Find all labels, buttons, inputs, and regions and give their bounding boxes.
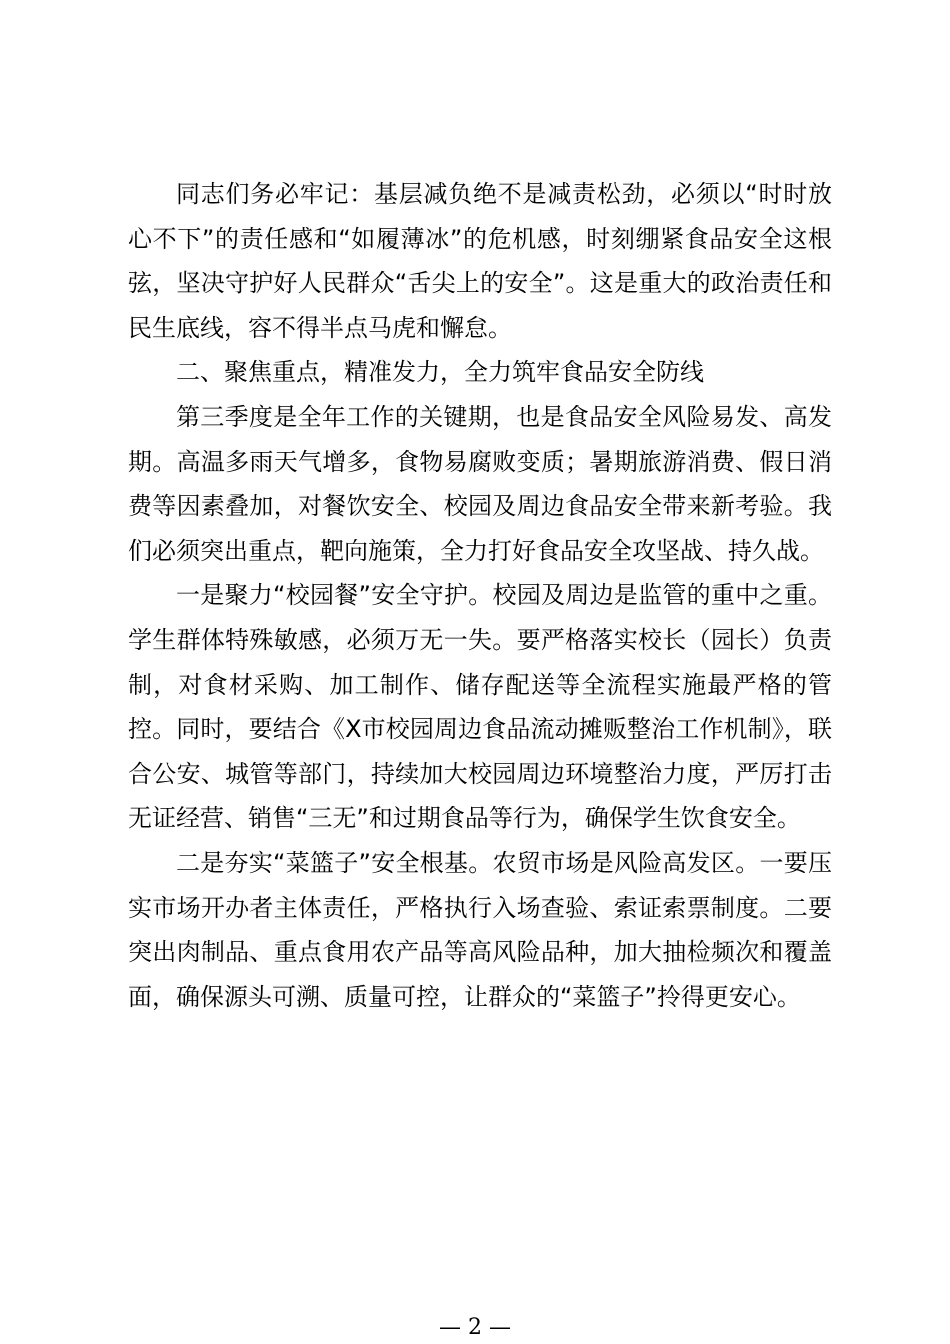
page-number: — 2 —: [439, 1315, 511, 1340]
paragraph-vegetable-basket: 二是夯实“菜篮子”安全根基。农贸市场是风险高发区。一要压实市场开办者主体责任，严格执行入场查验、索证索票制度。二要突出肉制品、重点食用农产品等高风险品种，加大抽检频次和覆盖面，确保源头可溯、质量可控，让群众的“菜篮子”拎得更安心。: [128, 848, 832, 1011]
paragraph-campus-meals: 一是聚力“校园餐”安全守护。校园及周边是监管的重中之重。学生群体特殊敏感，必须万无一失。要严格落实校长（园长）负责制，对食材采购、加工制作、储存配送等全流程实施最严格的管控。同时，要结合《X市校园周边食品流动摊贩整治工作机制》，联合公安、城管等部门，持续加大校园周边环境整治力度，严厉打击无证经营、销售“三无”和过期食品等行为，确保学生饮食安全。: [128, 581, 832, 833]
paragraph-third-quarter: 第三季度是全年工作的关键期，也是食品安全风险易发、高发期。高温多雨天气增多，食物易腐败变质；暑期旅游消费、假日消费等因素叠加，对餐饮安全、校园及周边食品安全带来新考验。我们必须突出重点，靶向施策，全力打好食品安全攻坚战、持久战。: [128, 402, 832, 565]
document-body: [128, 172, 832, 1019]
paragraph-reminder: 同志们务必牢记：基层减负绝不是减责松劲，必须以“时时放心不下”的责任感和“如履薄冰”的危机感，时刻绷紧食品安全这根弦，坚决守护好人民群众“舌尖上的安全”。这是重大的政治责任和民生底线，容不得半点马虎和懈怠。: [128, 180, 832, 342]
section-heading: 二、聚焦重点，精准发力，全力筑牢食品安全防线: [176, 358, 704, 387]
